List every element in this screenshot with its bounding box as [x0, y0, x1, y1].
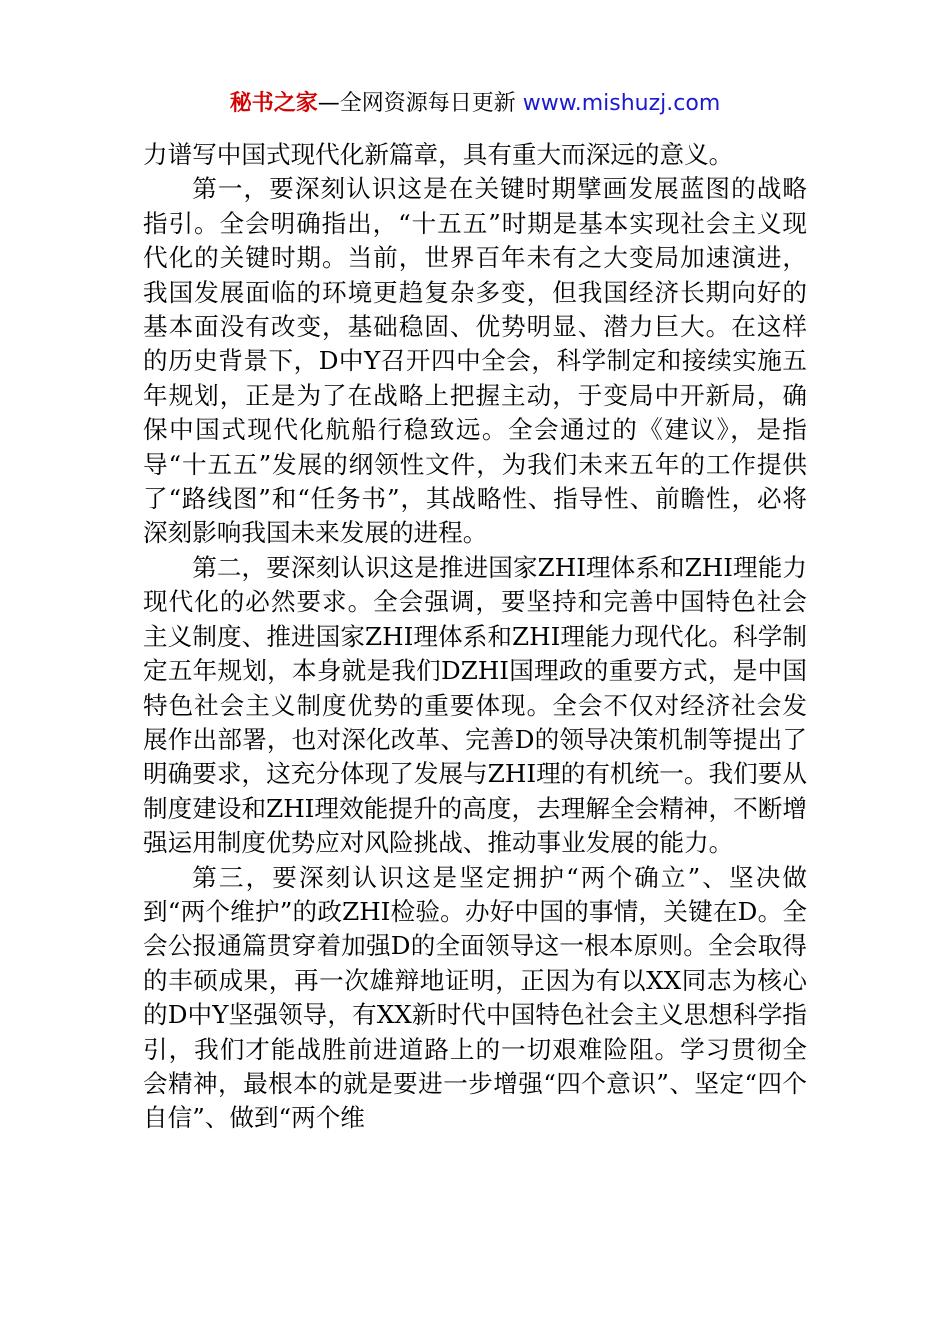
- paragraph-first-point: 第一，要深刻认识这是在关键时期擘画发展蓝图的战略指引。全会明确指出，“十五五”时期是基本实现社会主义现代化的关键时期。当前，世界百年未有之大变局加速演进，我国发展面临的环境更趋复杂多变，但我国经济长期向好的基本面没有改变，基础稳固、优势明显、潜力巨大。在这样的历史背景下，D中Y召开四中全会，科学制定和接续实施五年规划，正是为了在战略上把握主动，于变局中开新局，确保中国式现代化航船行稳致远。全会通过的《建议》，是指导“十五五”发展的纲领性文件，为我们未来五年的工作提供了“路线图”和“任务书”，其战略性、指导性、前瞻性，必将深刻影响我国未来发展的进程。: [143, 174, 807, 548]
- document-body: [143, 138, 807, 1136]
- site-url-link[interactable]: www.mishuzj.com: [522, 91, 721, 116]
- paragraph-continuation: 力谱写中国式现代化新篇章，具有重大而深远的意义。: [143, 140, 734, 169]
- paragraph-second-point: 第二，要深刻认识这是推进国家ZHI理体系和ZHI理能力现代化的必然要求。全会强调，要坚持和完善中国特色社会主义制度、推进国家ZHI理体系和ZHI理能力现代化。科学制定五年规划，本身就是我们DZHI国理政的重要方式，是中国特色社会主义制度优势的重要体现。全会不仅对经济社会发展作出部署，也对深化改革、完善D的领导决策机制等提出了明确要求，这充分体现了发展与ZHI理的有机统一。我们要从制度建设和ZHI理效能提升的高度，去理解全会精神，不断增强运用制度优势应对风险挑战、推动事业发展的能力。: [143, 552, 807, 858]
- site-header: [0, 86, 950, 122]
- paragraph-third-point: 第三，要深刻认识这是坚定拥护“两个确立”、坚决做到“两个维护”的政ZHI检验。办好中国的事情，关键在D。全会公报通篇贯穿着加强D的全面领导这一根本原则。全会取得的丰硕成果，再一次雄辩地证明，正因为有以XX同志为核心的D中Y坚强领导，有XX新时代中国特色社会主义思想科学指引，我们才能战胜前进道路上的一切艰难险阻。学习贯彻全会精神，最根本的就是要进一步增强“四个意识”、坚定“四个自信”、做到“两个维: [143, 862, 807, 1133]
- brand-name: 秘书之家: [229, 91, 318, 116]
- header-tagline: —全网资源每日更新: [317, 91, 523, 116]
